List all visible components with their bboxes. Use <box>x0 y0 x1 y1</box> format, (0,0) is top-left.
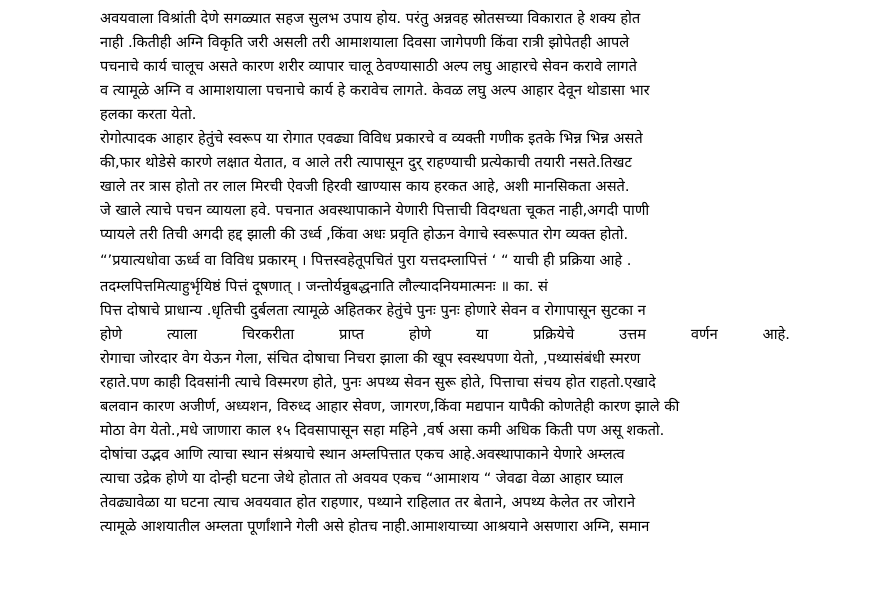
text-line: रहाते.पण काही दिवसांनी त्याचे विस्मरण होते, पुनः अपथ्य सेवन सुरू होते, पित्ताचा संचय होत राहतो.एखादे <box>100 374 656 391</box>
text-line: दोषांचा उद्भव आणि त्याचा स्थान संश्रयाचे स्थान अम्लपित्तात एकच आहे.अवस्थापाकाने येणारे अम्लत्व <box>100 446 625 463</box>
text-line: तदम्लपित्तमित्याहुर्भृयिष्ठं पित्तं दूषणात् । जन्तोर्यन्नुबद्धनाति लौल्यादनियमात्मनः ॥ का. सं <box>100 278 548 295</box>
text-line: त्यामूळे आशयातील अम्लता पूर्णांशाने गेली असे होतच नाही.आमाशयाच्या आश्रयाने असणारा अग्नि, समान <box>100 518 650 535</box>
text-line: खाले तर त्रास होतो तर लाल मिरची ऐवजी हिरवी खाण्यास काय हरकत आहे, अशी मानसिकता असते. <box>100 178 630 195</box>
text-line: रोगोत्पादक आहार हेतुंचे स्वरूप या रोगात एवढ्या विविध प्रकारचे व व्यक्ती गणीक इतके भिन्न भिन्न असते <box>100 130 643 147</box>
text-line: हलका करता येतो. <box>100 106 197 123</box>
text-line: मोठा वेग येतो.,मधे जाणारा काल १५ दिवसापासून सहा महिने ,वर्ष असा कमी अधिक किती पण असू शकतो. <box>100 422 665 439</box>
text-line: तेवढ्यावेळा या घटना त्याच अवयवात होत राहणार, पथ्याने राहिलात तर बेताने, अपथ्य केलेत तर जोराने <box>100 494 636 511</box>
word: प्राप्त <box>339 326 365 343</box>
text-line: पचनाचे कार्य चालूच असते कारण शरीर व्यापार चालू ठेवण्यासाठी अल्प लघु आहारचे सेवन करावे लागते <box>100 58 637 75</box>
word: चिरकरीता <box>242 326 295 343</box>
word: उत्तम <box>619 326 646 343</box>
word: वर्णन <box>690 326 718 343</box>
word: होणे <box>408 326 432 343</box>
word: आहे. <box>762 326 790 343</box>
justified-text-line <box>100 323 790 347</box>
word: या <box>476 326 489 343</box>
text-line: त्याचा उद्रेक होणे या दोन्ही घटना जेथे होतात तो अवयव एकच “आमाशय “ जेवढा वेळा आहार घ्याल <box>100 470 624 487</box>
text-line: की,फार थोडेसे कारणे लक्षात येतात, व आले तरी त्यापासून दुर् राहण्याची प्रत्येकाची तयारी नसते.तिखट <box>100 154 632 171</box>
word: प्रक्रियेचे <box>533 326 575 343</box>
text-line: जे खाले त्याचे पचन व्यायला हवे. पचनात अवस्थापाकाने येणारी पित्ताची विदग्धता चूकत नाही,अगदी पाणी <box>100 202 650 219</box>
word: होणे <box>100 326 123 343</box>
document-body <box>100 7 790 539</box>
text-line: अवयवाला विश्रांती देणे सगळ्यात सहज सुलभ उपाय होय. परंतु अन्नवह स्रोतसच्या विकारात हे शक्य होत <box>100 10 641 27</box>
text-line: “’प्रयात्यधोवा ऊर्ध्व वा विविध प्रकारम् । पित्तस्वहेतूपचितं पुरा यत्तदम्लापित्तं ‘ “ याची ही प्रक्रिया आहे . <box>100 252 632 269</box>
text-line: रोगाचा जोरदार वेग येऊन गेला, संचित दोषाचा निचरा झाला की खूप स्वस्थपणा येतो, ,पथ्यासंबंधी स्मरण <box>100 350 641 367</box>
word: त्याला <box>167 326 198 343</box>
text-line: बलवान कारण अजीर्ण, अध्यशन, विरुध्द आहार सेवण, जागरण,किंवा मद्यपान यापैकी कोणतेही कारण झाले की <box>100 398 680 415</box>
text-line: प्यायले तरी तिची अगदी हद्द झाली की उर्ध्व ,किंवा अधः प्रवृति होऊन वेगाचे स्वरूपात रोग व्यक्त होतो. <box>100 226 629 243</box>
text-line: नाही .कितीही अग्नि विकृति जरी असली तरी आमाशयाला दिवसा जागेपणी किंवा रात्री झोपेतही आपले <box>100 34 630 51</box>
text-line: व त्यामूळे अग्नि व आमाशयाला पचनाचे कार्य हे करावेच लागते. केवळ लघु अल्प आहार देवून थोडासा भार <box>100 82 650 99</box>
text-line: पित्त दोषाचे प्राधान्य .धृतिची दुर्बलता त्यामूळे अहितकर हेतुंचे पुनः पुनः होणारे सेवन व रोगापासून सुटका न <box>100 302 646 319</box>
